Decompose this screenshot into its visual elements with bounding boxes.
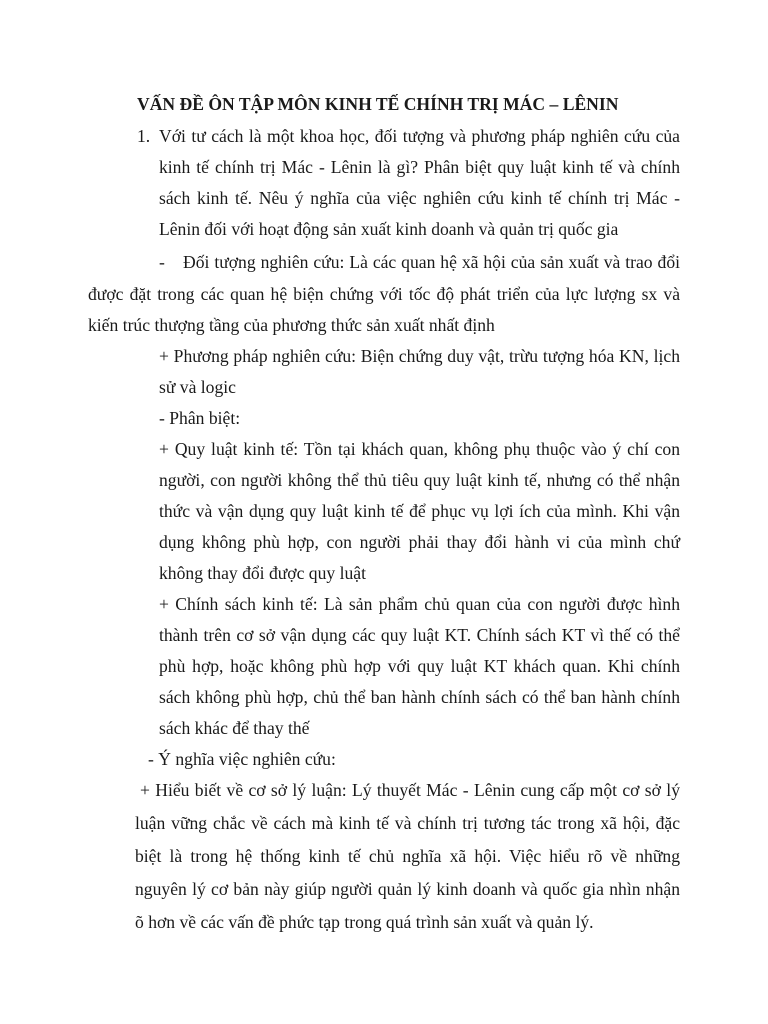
paragraph-line: + Quy luật kinh tế: Tồn tại khách quan, không phụ thuộc vào ý chí con — [159, 439, 680, 459]
paragraph-line: + Phương pháp nghiên cứu: Biện chứng duy vật, trừu tượng hóa KN, lịch — [159, 346, 680, 366]
section-heading: - Ý nghĩa việc nghiên cứu: — [148, 749, 336, 769]
paragraph-line: được đặt trong các quan hệ biện chứng với tốc độ phát triển của lực lượng sx và — [88, 284, 680, 304]
paragraph-line: phù hợp, hoặc không phù hợp với quy luật KT khách quan. Khi chính — [159, 656, 680, 676]
question-line: Với tư cách là một khoa học, đối tượng và phương pháp nghiên cứu của — [159, 126, 680, 146]
bullet-dash: - — [159, 252, 165, 272]
document-title: VẤN ĐỀ ÔN TẬP MÔN KINH TẾ CHÍNH TRỊ MÁC – LÊNIN — [137, 94, 619, 114]
paragraph-line: nguyên lý cơ bản này giúp người quản lý kinh doanh và quốc gia nhìn nhận — [135, 879, 680, 899]
paragraph-line: sách không phù hợp, chủ thể ban hành chính sách có thể ban hành chính — [159, 687, 680, 707]
paragraph-line: luận vững chắc về cách mà kinh tế và chính trị tương tác trong xã hội, đặc — [135, 813, 680, 833]
paragraph-line: + Chính sách kinh tế: Là sản phẩm chủ quan của con người được hình — [159, 594, 680, 614]
question-line: sách kinh tế. Nêu ý nghĩa của việc nghiên cứu kinh tế chính trị Mác - — [159, 188, 680, 208]
paragraph-line: + Hiểu biết về cơ sở lý luận: Lý thuyết Mác - Lênin cung cấp một cơ sở lý — [140, 780, 680, 800]
paragraph-line: õ hơn về các vấn đề phức tạp trong quá trình sản xuất và quản lý. — [135, 912, 594, 932]
paragraph-line: Đối tượng nghiên cứu: Là các quan hệ xã hội của sản xuất và trao đổi — [183, 252, 680, 272]
paragraph-line: người, con người không thể thủ tiêu quy luật kinh tế, nhưng có thể nhận — [159, 470, 680, 490]
paragraph-line: dụng không phù hợp, con người phải thay đổi hành vi của mình chứ — [159, 532, 680, 552]
paragraph-line: không thay đổi được quy luật — [159, 563, 366, 583]
paragraph-line: sử và logic — [159, 377, 236, 397]
section-heading: - Phân biệt: — [159, 408, 241, 428]
question-number: 1. — [137, 126, 151, 146]
paragraph-line: thành trên cơ sở vận dụng các quy luật KT. Chính sách KT vì thế có thể — [159, 625, 680, 645]
question-line: kinh tế chính trị Mác - Lênin là gì? Phân biệt quy luật kinh tế và chính — [159, 157, 680, 177]
paragraph-line: kiến trúc thượng tầng của phương thức sản xuất nhất định — [88, 315, 495, 335]
question-line: Lênin đối với hoạt động sản xuất kinh doanh và quản trị quốc gia — [159, 219, 619, 239]
paragraph-line: sách khác để thay thế — [159, 718, 310, 738]
paragraph-line: thức và vận dụng quy luật kinh tế để phục vụ lợi ích của mình. Khi vận — [159, 501, 680, 521]
paragraph-line: biệt là trong hệ thống kinh tế chủ nghĩa xã hội. Việc hiểu rõ về những — [135, 846, 680, 866]
